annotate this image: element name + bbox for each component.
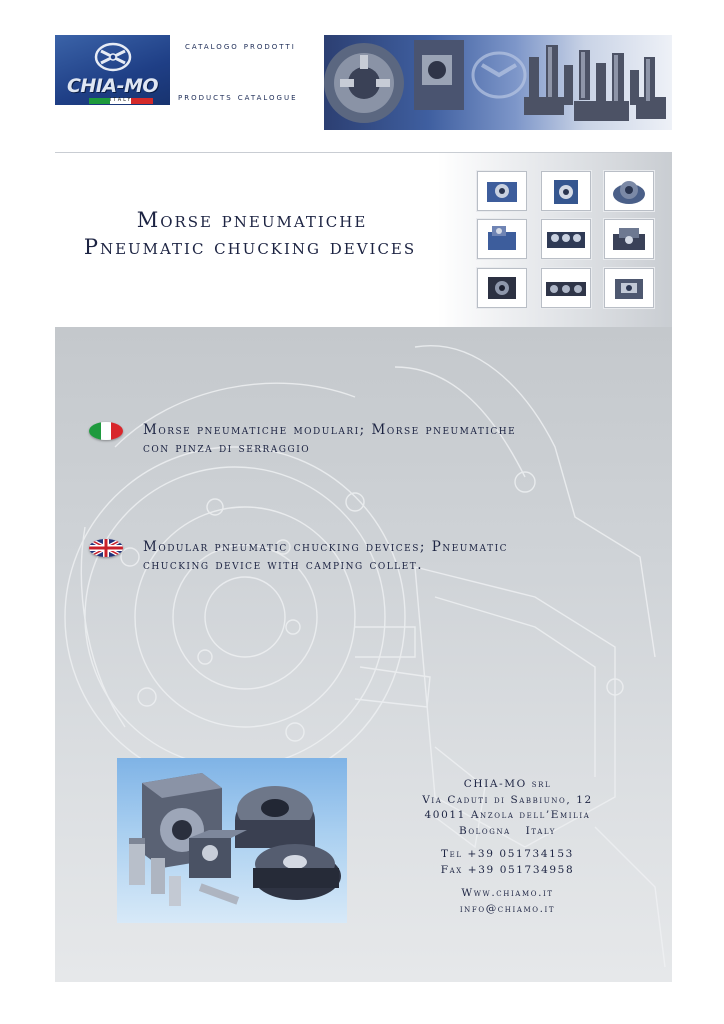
product-thumbnail [541, 268, 591, 308]
product-thumbnail [477, 171, 527, 211]
product-thumbnail [477, 219, 527, 259]
header-product-photo [324, 35, 672, 130]
telephone: Tel +39 051734153 [441, 848, 574, 860]
english-description-line2: chucking device with camping collet. [143, 557, 424, 573]
address-street: Via Caduti di Sabbiuno, 12 [422, 793, 593, 806]
catalog-label-english: products catalogue [178, 92, 298, 103]
page-title-english: Pneumatic chucking devices [83, 235, 417, 259]
catalog-label-italian: catalogo prodotti [185, 41, 296, 52]
italian-description-line1: Morse pneumatiche modulari; Morse pneumatiche [143, 422, 517, 438]
logo-brand-text: CHIA-MO [66, 75, 159, 97]
product-thumbnail [604, 171, 654, 211]
product-thumbnail [541, 219, 591, 259]
contact-block [400, 777, 615, 917]
product-thumbnail [541, 171, 591, 211]
spacer [400, 878, 615, 886]
english-description-line1: Modular pneumatic chucking devices; Pneumatic [143, 539, 509, 555]
address-city: 40011 Anzola dell’Emilia [424, 809, 591, 821]
email-link[interactable]: info@chiamo.it [459, 902, 556, 915]
italian-description-line2: con pinza di serraggio [143, 440, 311, 456]
product-thumbnail [604, 268, 654, 308]
page-title-italian: Morse pneumatiche [136, 208, 368, 232]
product-thumbnail [477, 268, 527, 308]
product-group-photo [117, 758, 347, 923]
logo-emblem-icon [93, 41, 133, 73]
company-logo [55, 35, 170, 105]
fax: Fax +39 051734958 [440, 863, 575, 876]
logo-country-text: ITALY [109, 97, 133, 103]
italy-flag-icon [89, 422, 123, 440]
address-region: Bologna Italy [459, 824, 556, 837]
website-link[interactable]: Www.chiamo.it [461, 887, 554, 899]
product-thumbnail [604, 219, 654, 259]
english-description [143, 538, 603, 574]
company-name: CHIA-MO srl [463, 778, 552, 790]
italian-description [143, 421, 603, 457]
uk-flag-icon [89, 539, 123, 557]
spacer [400, 839, 615, 847]
